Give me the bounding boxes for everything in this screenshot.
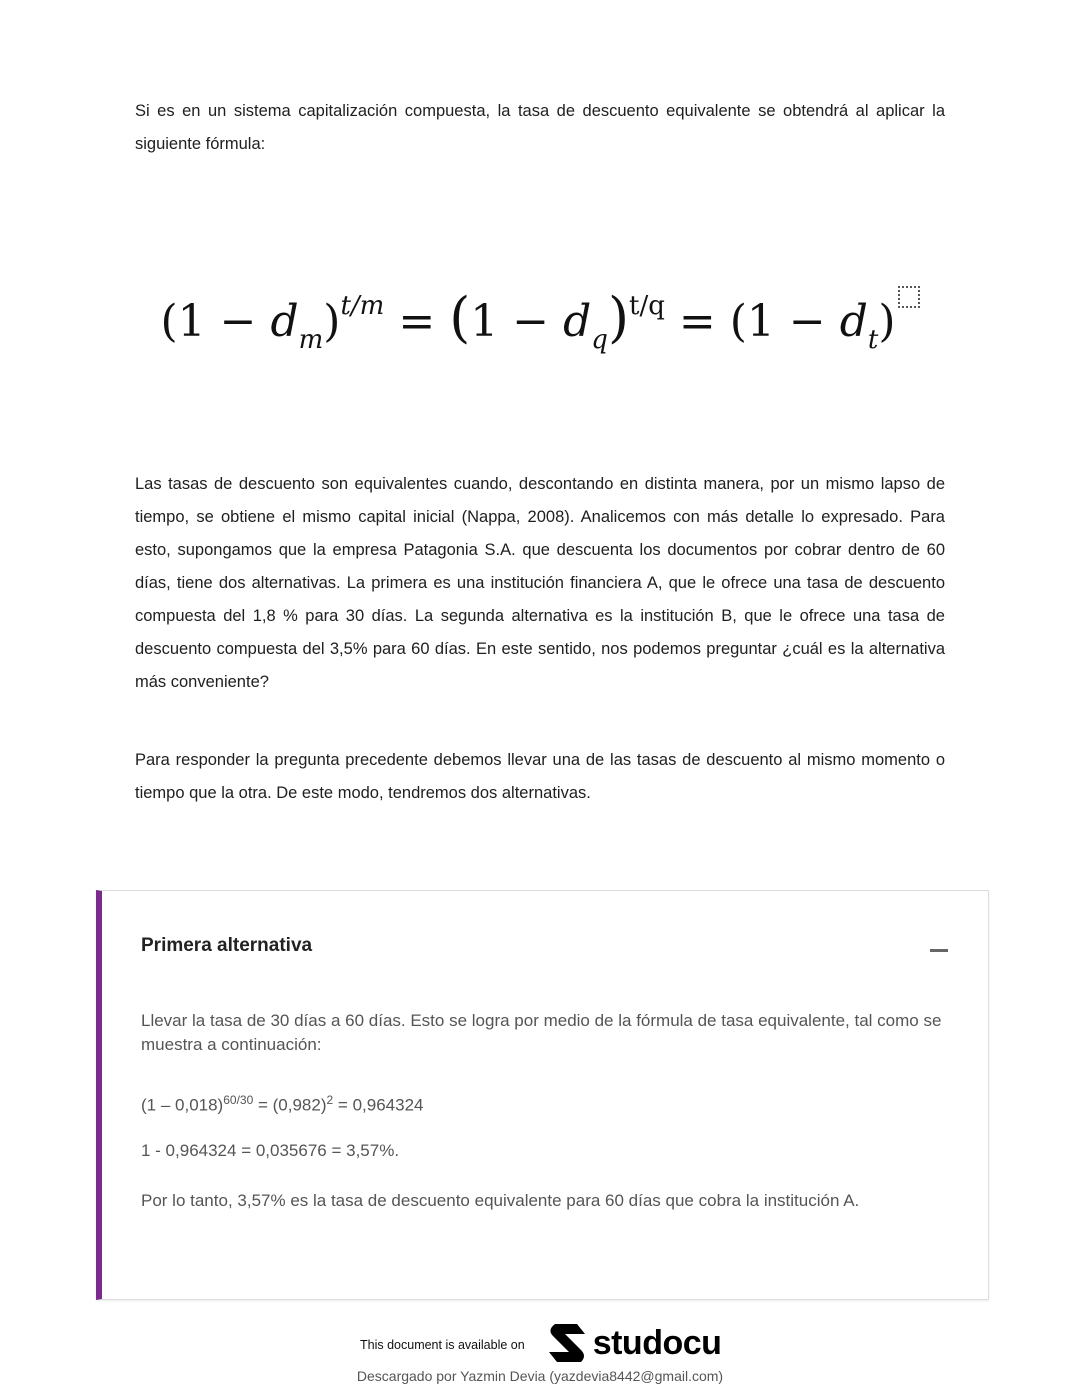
studocu-banner xyxy=(360,1322,721,1364)
equivalent-discount-formula: $(1 - d_m)^{t/m} = (1 - d_q)^{t/q} = (1 - d_t)$ xyxy=(0,286,1080,355)
explanation-paragraph: Las tasas de descuento son equivalentes cuando, descontando en distinta manera, por un mismo lapso de tiempo, se obtiene el mismo capital inicial (Nappa, 2008). Analicemos con más detalle lo expresado. Para esto, supongamos que la empresa Patagonia S.A. que descuenta los documentos por cobrar dentro de 60 días, tiene dos alternativas. La primera es una institución financiera A, que le ofrece una tasa de descuento compuesta del 1,8 % para 30 días. La segunda alternativa es la institución B, que le ofrece una tasa de descuento compuesta del 3,5% para 60 días. En este sentido, nos podemos preguntar ¿cuál es la alternativa más conveniente? xyxy=(135,475,945,691)
panel-intro-text: Llevar la tasa de 30 días a 60 días. Esto se logra por medio de la fórmula de tasa equivalente, tal como se muestra a continuación: xyxy=(141,1011,942,1054)
first-alternative-panel xyxy=(96,890,989,1300)
placeholder-box-icon xyxy=(898,286,920,308)
approach-paragraph: Para responder la pregunta precedente debemos llevar una de las tasas de descuento al mismo momento o tiempo que la otra. De este modo, tendremos dos alternativas. xyxy=(135,751,945,802)
panel-conclusion: Por lo tanto, 3,57% es la tasa de descuento equivalente para 60 días que cobra la institución A. xyxy=(141,1191,860,1210)
studocu-logo-icon xyxy=(547,1322,587,1364)
panel-title: Primera alternativa xyxy=(141,935,313,956)
download-credit: Descargado por Yazmin Devia (yazdevia8442@gmail.com) xyxy=(356,1368,724,1384)
calculation-1: $(1 - 0,018)^{60/30} = (0,982)^2 = 0,964324$ xyxy=(141,1093,424,1115)
collapse-minus-icon[interactable] xyxy=(930,949,948,952)
studocu-brand: studocu xyxy=(592,1323,722,1362)
availability-text: This document is available on xyxy=(360,1338,525,1352)
intro-paragraph: Si es en un sistema capitalización compuesta, la tasa de descuento equivalente se obtendrá al aplicar la siguiente fórmula: xyxy=(135,102,945,153)
calculation-2: 1 - 0,964324 = 0,035676 = 3,57%. xyxy=(141,1141,400,1160)
